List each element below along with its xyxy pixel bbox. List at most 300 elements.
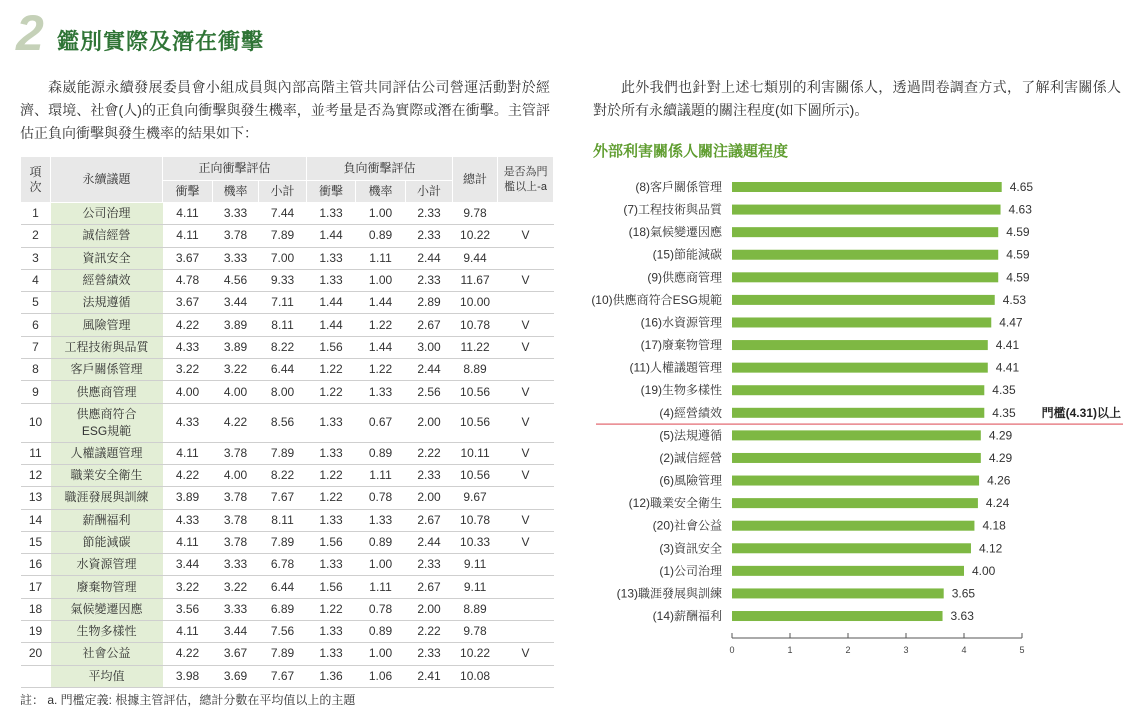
bar-4 (732, 250, 998, 260)
table-cell-positive-probability: 3.33 (213, 247, 259, 269)
bar-value-label: 4.59 (1006, 270, 1030, 285)
table-cell-negative-subtotal: 2.89 (406, 292, 453, 314)
table-cell-item-no: 4 (21, 269, 51, 291)
bar-value-label: 3.65 (951, 586, 976, 601)
table-cell-above-threshold (498, 621, 554, 643)
table-cell-positive-impact: 4.33 (163, 336, 213, 358)
bar-category-label: (15)節能減碳 (652, 247, 722, 262)
table-cell-above-threshold (498, 554, 554, 576)
table-cell-topic (51, 643, 163, 665)
table-row (21, 554, 554, 576)
table-cell-topic (51, 269, 163, 291)
table-cell-positive-probability: 3.33 (213, 203, 259, 225)
table-cell-positive-subtotal: 8.22 (259, 336, 307, 358)
table-cell-topic (51, 381, 163, 403)
table-cell-negative-probability: 0.78 (356, 598, 406, 620)
table-cell-positive-subtotal: 7.89 (259, 442, 307, 464)
bar-category-label: (20)社會公益 (652, 518, 722, 533)
topic-label: 節能減碳 (82, 535, 131, 549)
table-cell-topic (51, 531, 163, 553)
table-cell-item-no: 12 (21, 464, 51, 486)
table-cell-above-threshold: V (498, 531, 554, 553)
table-cell-positive-subtotal: 7.89 (259, 643, 307, 665)
table-footnote: 註： a. 門檻定義: 根據主管評估，總計分數在平均值以上的主題 (20, 693, 356, 707)
table-cell-item-no: 10 (21, 403, 51, 442)
table-cell-negative-impact: 1.33 (307, 621, 356, 643)
table-cell-positive-probability: 3.33 (213, 554, 259, 576)
table-cell-topic (51, 576, 163, 598)
bar-20 (732, 611, 943, 621)
topic-label: 供應商符合ESG規範 (76, 406, 137, 438)
chart-title: 外部利害關係人關注議題程度 (593, 143, 789, 160)
table-cell-positive-impact: 4.11 (163, 531, 213, 553)
topic-label: 職業安全衛生 (70, 468, 143, 483)
table-cell-positive-probability: 3.89 (213, 314, 259, 336)
table-cell-positive-subtotal: 7.67 (259, 665, 307, 687)
topic-label: 風險管理 (82, 317, 131, 332)
table-cell-positive-impact: 3.44 (163, 554, 213, 576)
table-cell-positive-subtotal: 7.44 (259, 203, 307, 225)
table-cell-item-no: 9 (21, 381, 51, 403)
table-cell-negative-probability: 1.44 (356, 292, 406, 314)
table-cell-above-threshold: V (498, 381, 554, 403)
table-row (21, 381, 554, 403)
topic-label: 經營績效 (82, 273, 131, 288)
table-cell-negative-impact: 1.22 (307, 359, 356, 381)
table-cell-total: 10.78 (453, 509, 498, 531)
topic-label: 人權議題管理 (70, 445, 143, 460)
bar-14 (732, 476, 979, 486)
table-cell-negative-probability: 1.00 (356, 203, 406, 225)
table-cell-negative-probability: 0.89 (356, 442, 406, 464)
bar-category-label: (6)風險管理 (659, 473, 722, 488)
topic-label: 資訊安全 (82, 250, 131, 265)
header-negative-impact-group: 負向衝擊評估 (307, 157, 453, 181)
table-row (21, 621, 554, 643)
table-cell-topic (51, 292, 163, 314)
table-cell-above-threshold: V (498, 464, 554, 486)
table-cell-above-threshold (498, 203, 554, 225)
bar-category-label: (1)公司治理 (659, 563, 722, 578)
table-cell-negative-probability: 0.89 (356, 621, 406, 643)
topic-label: 工程技術與品質 (64, 339, 149, 354)
topic-label: 水資源管理 (76, 557, 137, 572)
table-cell-negative-subtotal: 2.56 (406, 381, 453, 403)
bar-value-label: 4.29 (988, 450, 1013, 465)
table-cell-above-threshold (498, 292, 554, 314)
table-cell-total: 9.78 (453, 621, 498, 643)
table-cell-topic (51, 225, 163, 247)
table-cell-negative-impact: 1.33 (307, 554, 356, 576)
topic-label: 氣候變遷因應 (70, 601, 143, 616)
x-tick-label: 0 (729, 645, 735, 656)
bar-12 (732, 430, 981, 440)
topic-label: 職涯發展與訓練 (64, 490, 149, 505)
table-cell-positive-subtotal: 8.00 (259, 381, 307, 403)
bar-value-label: 4.41 (995, 360, 1020, 375)
table-row (21, 509, 554, 531)
bar-category-label: (4)經營績效 (659, 405, 722, 420)
table-cell-item-no: 17 (21, 576, 51, 598)
table-cell-item-no: 16 (21, 554, 51, 576)
table-cell-positive-impact: 4.22 (163, 464, 213, 486)
bar-value-label: 4.29 (988, 428, 1013, 443)
table-cell-negative-probability: 1.22 (356, 359, 406, 381)
bar-category-label: (13)職涯發展與訓練 (616, 586, 722, 601)
topic-label: 平均值 (88, 668, 125, 683)
table-cell-above-threshold: V (498, 442, 554, 464)
impact-assessment-table (20, 156, 554, 688)
bar-1 (732, 182, 1002, 192)
table-cell-negative-impact: 1.22 (307, 381, 356, 403)
table-cell-positive-subtotal: 6.89 (259, 598, 307, 620)
table-cell-negative-probability: 1.22 (356, 314, 406, 336)
table-cell-negative-impact: 1.33 (307, 203, 356, 225)
table-cell-positive-probability: 3.22 (213, 576, 259, 598)
table-cell-item-no: 3 (21, 247, 51, 269)
table-row (21, 487, 554, 509)
table-cell-positive-impact: 4.11 (163, 203, 213, 225)
bar-3 (732, 227, 998, 237)
bar-category-label: (8)客戶關係管理 (635, 180, 722, 194)
table-cell-above-threshold (498, 359, 554, 381)
table-cell-negative-impact: 1.33 (307, 643, 356, 665)
bar-category-label: (16)水資源管理 (640, 315, 722, 330)
header-negative-subtotal: 小計 (406, 181, 453, 203)
table-cell-negative-subtotal: 2.33 (406, 225, 453, 247)
table-cell-negative-probability: 1.00 (356, 643, 406, 665)
table-cell-total: 8.89 (453, 598, 498, 620)
table-cell-positive-probability: 3.78 (213, 509, 259, 531)
table-cell-negative-impact: 1.33 (307, 403, 356, 442)
threshold-label: 門檻(4.31)以上 (1041, 405, 1121, 420)
table-cell-above-threshold (498, 598, 554, 620)
table-cell-negative-subtotal: 2.44 (406, 531, 453, 553)
table-cell-total: 10.56 (453, 381, 498, 403)
table-cell-positive-probability: 3.78 (213, 487, 259, 509)
table-cell-negative-subtotal: 2.67 (406, 509, 453, 531)
table-row (21, 292, 554, 314)
bar-category-label: (12)職業安全衛生 (628, 496, 722, 511)
table-row (21, 531, 554, 553)
table-cell-positive-impact: 4.11 (163, 621, 213, 643)
table-cell-negative-subtotal: 2.22 (406, 442, 453, 464)
table-cell-positive-subtotal: 6.78 (259, 554, 307, 576)
table-cell-negative-probability: 1.11 (356, 247, 406, 269)
table-cell-topic (51, 442, 163, 464)
table-cell-negative-impact: 1.22 (307, 598, 356, 620)
table-cell-positive-subtotal: 9.33 (259, 269, 307, 291)
bar-category-label: (3)資訊安全 (659, 541, 722, 556)
bar-value-label: 4.53 (1002, 292, 1027, 307)
header-positive-subtotal: 小計 (259, 181, 307, 203)
table-cell-item-no (21, 665, 51, 687)
section-number: 2 (16, 5, 44, 61)
table-cell-total: 10.56 (453, 464, 498, 486)
table-cell-positive-impact: 3.67 (163, 247, 213, 269)
table-cell-positive-subtotal: 7.00 (259, 247, 307, 269)
table-cell-total: 10.78 (453, 314, 498, 336)
bar-19 (732, 588, 944, 598)
intro-paragraph-left: 森崴能源永續發展委員會小組成員與內部高階主管共同評估公司營運活動對於經濟、環境、社會(人)的正負向衝擊與發生機率，並考量是否為實際或潛在衝擊。主管評估正負向衝擊與發生機率的結果如下： (20, 79, 550, 141)
table-cell-positive-probability: 3.78 (213, 442, 259, 464)
table-cell-positive-impact: 4.33 (163, 509, 213, 531)
table-header (21, 157, 554, 203)
topic-label: 薪酬福利 (82, 512, 131, 527)
table-cell-total: 9.67 (453, 487, 498, 509)
header-topic: 永續議題 (51, 157, 163, 203)
table-cell-total: 10.22 (453, 643, 498, 665)
table-cell-positive-subtotal: 7.67 (259, 487, 307, 509)
table-cell-total: 9.78 (453, 203, 498, 225)
table-cell-negative-probability: 0.78 (356, 487, 406, 509)
table-cell-above-threshold (498, 665, 554, 687)
table-cell-positive-subtotal: 7.56 (259, 621, 307, 643)
table-cell-positive-subtotal: 8.56 (259, 403, 307, 442)
table-cell-positive-probability: 3.78 (213, 531, 259, 553)
table-cell-above-threshold: V (498, 225, 554, 247)
bar-category-label: (7)工程技術與品質 (623, 202, 722, 217)
table-cell-positive-subtotal: 6.44 (259, 576, 307, 598)
table-cell-negative-subtotal: 2.00 (406, 403, 453, 442)
table-cell-positive-impact: 3.22 (163, 359, 213, 381)
table-row (21, 464, 554, 486)
header-positive-impact: 衝擊 (163, 181, 213, 203)
table-cell-total: 11.67 (453, 269, 498, 291)
table-cell-above-threshold (498, 487, 554, 509)
bar-13 (732, 453, 981, 463)
bar-2 (732, 205, 1001, 215)
topic-label: 誠信經營 (82, 228, 131, 243)
table-cell-negative-impact: 1.36 (307, 665, 356, 687)
table-cell-item-no: 20 (21, 643, 51, 665)
table-cell-positive-impact: 3.89 (163, 487, 213, 509)
bar-8 (732, 340, 988, 350)
table-cell-total: 9.11 (453, 554, 498, 576)
table-cell-total: 10.00 (453, 292, 498, 314)
table-cell-negative-subtotal: 2.67 (406, 576, 453, 598)
table-cell-negative-probability: 0.67 (356, 403, 406, 442)
table-cell-positive-impact: 4.11 (163, 442, 213, 464)
bar-9 (732, 363, 988, 373)
section-title: 鑑別實際及潛在衝擊 (57, 29, 265, 54)
table-row (21, 247, 554, 269)
table-cell-total: 10.33 (453, 531, 498, 553)
header-above-threshold-label: 是否為門檻以上-a (503, 165, 548, 193)
topic-label: 生物多樣性 (76, 624, 137, 639)
table-cell-total: 11.22 (453, 336, 498, 358)
table-cell-topic (51, 464, 163, 486)
bar-10 (732, 385, 984, 395)
table-cell-item-no: 18 (21, 598, 51, 620)
table-cell-positive-subtotal: 6.44 (259, 359, 307, 381)
bar-value-label: 4.26 (987, 473, 1011, 488)
table-cell-topic (51, 509, 163, 531)
bar-7 (732, 317, 991, 327)
table-cell-positive-impact: 3.56 (163, 598, 213, 620)
table-cell-above-threshold: V (498, 403, 554, 442)
table-cell-topic (51, 598, 163, 620)
header-positive-probability: 機率 (213, 181, 259, 203)
table-cell-positive-probability: 4.00 (213, 464, 259, 486)
table-cell-negative-probability: 0.89 (356, 531, 406, 553)
header-above-threshold (498, 157, 554, 203)
table-cell-positive-probability: 3.44 (213, 621, 259, 643)
header-negative-impact: 衝擊 (307, 181, 356, 203)
table-cell-above-threshold: V (498, 314, 554, 336)
table-cell-topic (51, 359, 163, 381)
table-cell-positive-subtotal: 7.89 (259, 225, 307, 247)
bar-value-label: 4.00 (972, 563, 996, 578)
bar-category-label: (19)生物多樣性 (640, 383, 722, 398)
x-tick-label: 3 (903, 645, 909, 656)
bar-category-label: (5)法規遵循 (659, 428, 722, 443)
bar-category-label: (18)氣候變遷因應 (628, 225, 722, 240)
table-cell-positive-probability: 4.22 (213, 403, 259, 442)
table-cell-positive-subtotal: 8.11 (259, 509, 307, 531)
table-cell-positive-probability: 3.33 (213, 598, 259, 620)
table-cell-negative-subtotal: 2.00 (406, 487, 453, 509)
table-row (21, 336, 554, 358)
table-cell-positive-subtotal: 8.11 (259, 314, 307, 336)
bar-value-label: 4.65 (1009, 180, 1034, 194)
bar-value-label: 4.12 (978, 541, 1003, 556)
bar-6 (732, 295, 995, 305)
table-cell-negative-probability: 1.00 (356, 269, 406, 291)
table-cell-total: 10.56 (453, 403, 498, 442)
bar-value-label: 4.63 (1008, 202, 1032, 217)
table-cell-negative-probability: 1.11 (356, 576, 406, 598)
table-cell-negative-subtotal: 2.33 (406, 464, 453, 486)
table-row (21, 403, 554, 442)
table-cell-topic (51, 247, 163, 269)
table-cell-item-no: 13 (21, 487, 51, 509)
header-negative-probability: 機率 (356, 181, 406, 203)
table-row (21, 225, 554, 247)
bar-value-label: 4.59 (1006, 225, 1030, 240)
table-cell-above-threshold: V (498, 509, 554, 531)
table-cell-negative-subtotal: 2.67 (406, 314, 453, 336)
bar-category-label: (14)薪酬福利 (652, 609, 722, 624)
table-cell-negative-subtotal: 2.00 (406, 598, 453, 620)
table-cell-topic (51, 314, 163, 336)
table-row-average (21, 665, 554, 687)
table-cell-negative-impact: 1.56 (307, 531, 356, 553)
table-cell-positive-subtotal: 7.89 (259, 531, 307, 553)
table-cell-item-no: 5 (21, 292, 51, 314)
table-cell-positive-impact: 3.67 (163, 292, 213, 314)
table-cell-positive-probability: 3.22 (213, 359, 259, 381)
table-cell-positive-probability: 4.56 (213, 269, 259, 291)
bar-18 (732, 566, 964, 576)
table-row (21, 598, 554, 620)
bar-value-label: 4.59 (1006, 247, 1030, 262)
topic-label: 廢棄物管理 (76, 579, 137, 594)
table-cell-item-no: 7 (21, 336, 51, 358)
bar-category-label: (9)供應商管理 (647, 270, 722, 285)
table-cell-negative-impact: 1.22 (307, 487, 356, 509)
table-cell-positive-impact: 4.33 (163, 403, 213, 442)
table-cell-positive-subtotal: 7.11 (259, 292, 307, 314)
table-row (21, 314, 554, 336)
bar-category-label: (2)誠信經營 (659, 450, 722, 465)
table-cell-negative-impact: 1.56 (307, 336, 356, 358)
table-cell-negative-impact: 1.44 (307, 314, 356, 336)
table-cell-item-no: 1 (21, 203, 51, 225)
table-cell-positive-probability: 4.00 (213, 381, 259, 403)
header-item-no-label: 項次 (29, 164, 42, 194)
table-cell-item-no: 19 (21, 621, 51, 643)
table-cell-topic (51, 403, 163, 442)
table-cell-negative-probability: 1.06 (356, 665, 406, 687)
table-cell-negative-subtotal: 2.44 (406, 359, 453, 381)
bar-5 (732, 272, 998, 282)
table-cell-item-no: 2 (21, 225, 51, 247)
table-cell-item-no: 11 (21, 442, 51, 464)
x-tick-label: 5 (1019, 645, 1025, 656)
table-cell-negative-impact: 1.44 (307, 292, 356, 314)
bar-value-label: 4.35 (992, 405, 1016, 420)
table-cell-positive-probability: 3.78 (213, 225, 259, 247)
table-cell-negative-impact: 1.56 (307, 576, 356, 598)
table-cell-negative-subtotal: 2.33 (406, 203, 453, 225)
bar-category-label: (17)廢棄物管理 (640, 338, 722, 353)
table-cell-negative-subtotal: 2.33 (406, 269, 453, 291)
bar-15 (732, 498, 978, 508)
table-row (21, 576, 554, 598)
table-cell-item-no: 8 (21, 359, 51, 381)
table-cell-negative-probability: 0.89 (356, 225, 406, 247)
table-cell-item-no: 15 (21, 531, 51, 553)
table-row (21, 269, 554, 291)
table-cell-negative-subtotal: 2.33 (406, 554, 453, 576)
table-cell-total: 9.11 (453, 576, 498, 598)
table-cell-negative-impact: 1.44 (307, 225, 356, 247)
table-cell-above-threshold: V (498, 269, 554, 291)
bar-value-label: 3.63 (950, 609, 974, 624)
bar-11 (732, 408, 984, 418)
table-cell-topic (51, 336, 163, 358)
bar-value-label: 4.47 (999, 315, 1023, 330)
table-cell-negative-subtotal: 2.44 (406, 247, 453, 269)
table-cell-negative-subtotal: 2.41 (406, 665, 453, 687)
table-cell-negative-impact: 1.33 (307, 247, 356, 269)
bar-value-label: 4.41 (995, 338, 1020, 353)
table-cell-above-threshold (498, 247, 554, 269)
table-cell-negative-subtotal: 2.33 (406, 643, 453, 665)
table-cell-above-threshold (498, 576, 554, 598)
table-row (21, 359, 554, 381)
table-cell-positive-probability: 3.69 (213, 665, 259, 687)
table-cell-item-no: 6 (21, 314, 51, 336)
header-item-no (21, 157, 51, 203)
table-cell-negative-probability: 1.33 (356, 509, 406, 531)
topic-label: 法規遵循 (82, 295, 131, 310)
table-body (21, 203, 554, 688)
table-row (21, 203, 554, 225)
table-cell-negative-probability: 1.00 (356, 554, 406, 576)
table-cell-topic (51, 487, 163, 509)
table-cell-positive-subtotal: 8.22 (259, 464, 307, 486)
stakeholder-concern-bar-chart (590, 170, 1128, 660)
table-cell-positive-impact: 4.00 (163, 381, 213, 403)
table-cell-negative-impact: 1.33 (307, 442, 356, 464)
table-cell-total: 10.08 (453, 665, 498, 687)
bar-value-label: 4.24 (985, 496, 1010, 511)
topic-label: 公司治理 (82, 206, 131, 221)
table-cell-positive-impact: 3.22 (163, 576, 213, 598)
x-tick-label: 4 (961, 645, 967, 656)
